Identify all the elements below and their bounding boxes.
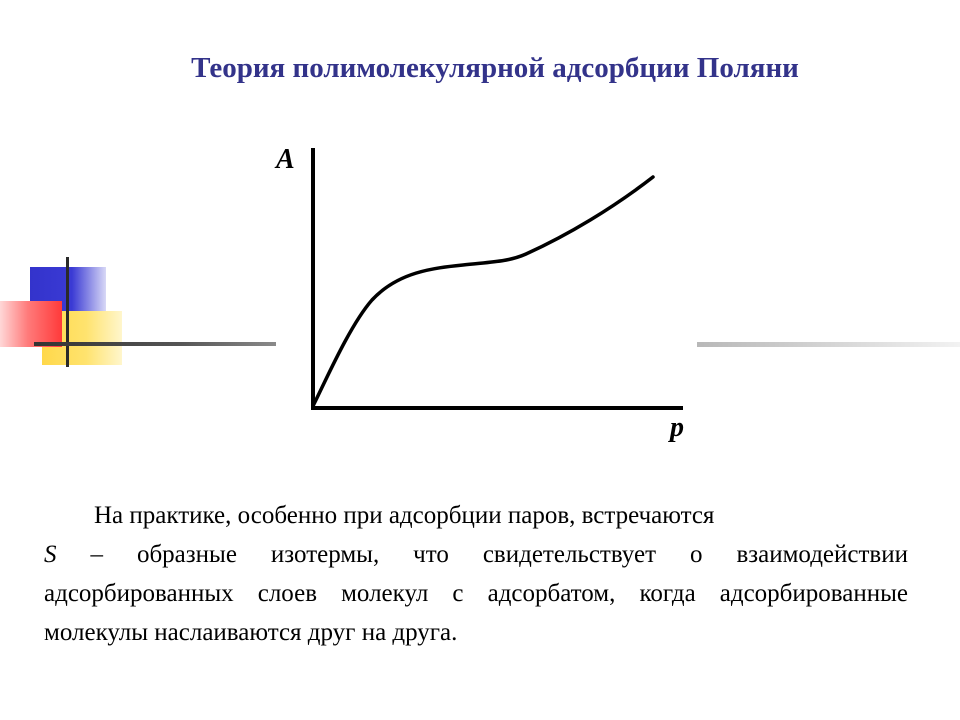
decorative-squares xyxy=(0,255,280,375)
isotherm-svg xyxy=(268,140,698,450)
paragraph-start: На практике, особенно при адсорбции паров, встречаются xyxy=(94,502,715,529)
s-shaped-isotherm-curve xyxy=(313,177,653,406)
horizontal-divider-line-right xyxy=(697,342,960,347)
explanation-paragraph xyxy=(44,496,908,652)
x-axis-label: p xyxy=(670,412,684,443)
paragraph-end: – образные изотермы, что свидетельствует о взаимодействии адсорбированных слоев молекул с адсорбатом, когда адсорбированные молекулы наслаиваются друг на друга. xyxy=(44,541,908,646)
vertical-divider-line xyxy=(66,257,69,367)
y-axis-label: A xyxy=(276,144,295,175)
explanation-text xyxy=(44,496,908,652)
horizontal-divider-line-left xyxy=(34,342,276,346)
s-letter: S xyxy=(44,541,57,568)
red-square-decoration xyxy=(0,301,62,347)
isotherm-diagram xyxy=(268,140,698,450)
slide-title: Теория полимолекулярной адсорбции Поляни xyxy=(191,52,799,84)
